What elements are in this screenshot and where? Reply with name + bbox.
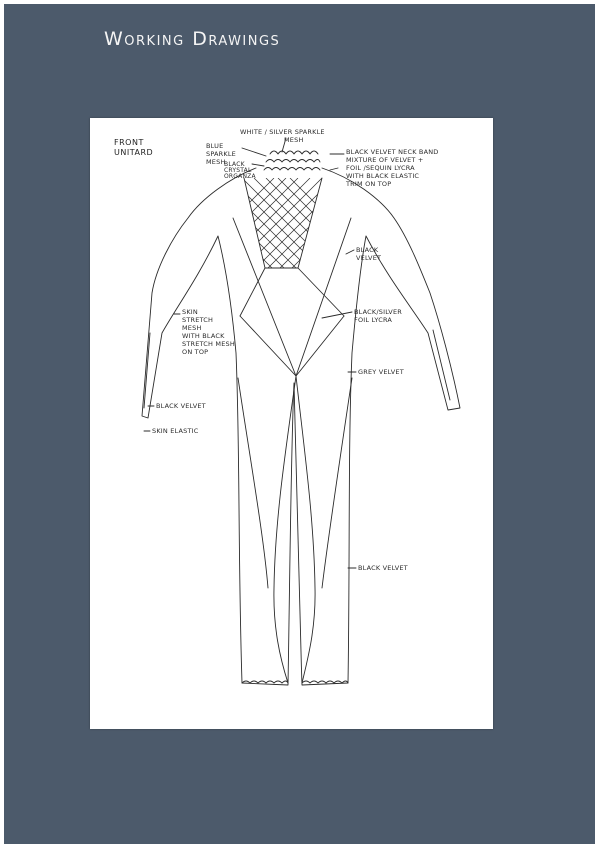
annotation-neck-band <box>346 148 439 188</box>
view-label-line: FRONT <box>114 138 144 147</box>
bodice-diagonal <box>296 218 351 376</box>
annotation-line: BLACK <box>224 161 245 168</box>
annotation-black-velvet-cuff <box>156 402 206 410</box>
annotation-line: WHITE / SILVER SPARKLE <box>240 128 325 136</box>
annotation-line: GREY VELVET <box>358 368 404 376</box>
annotation-line: BLACK/SILVER <box>354 308 402 316</box>
annotation-line: WITH BLACK <box>182 332 225 340</box>
annotation-white-silver-mesh <box>240 128 325 144</box>
annotation-skin-stretch-mesh <box>182 308 235 356</box>
annotation-line: STRETCH <box>182 316 214 324</box>
annotation-line: CRYSTAL <box>224 167 252 174</box>
leg-panel-line <box>296 376 315 683</box>
bodice-diagonal <box>298 268 344 316</box>
annotation-line: BLACK <box>356 246 379 254</box>
drawing-sheet <box>90 118 493 729</box>
annotation-line: BLACK VELVET <box>358 564 408 572</box>
page-title: Working Drawings <box>104 28 281 50</box>
annotation-line: VELVET <box>356 254 382 262</box>
annotation-line: MESH <box>182 324 202 332</box>
annotation-black-velvet-leg <box>358 564 408 572</box>
annotation-black-silver-foil <box>354 308 402 324</box>
annotation-line: SKIN <box>182 308 198 316</box>
annotation-black-crystal-organza <box>224 162 256 180</box>
leader-line <box>330 168 338 170</box>
annotation-grey-velvet <box>358 368 404 376</box>
annotation-skin-elastic <box>152 427 199 435</box>
bodice-diagonal <box>233 218 296 376</box>
annotation-line: MESH <box>206 158 226 166</box>
sleeve-cuff-line <box>144 333 150 408</box>
annotation-line: ON TOP <box>182 348 209 356</box>
leader-line <box>322 312 352 318</box>
annotation-line: BLACK VELVET NECK BAND <box>346 148 439 156</box>
annotation-black-velvet-shoulder <box>356 246 381 262</box>
leader-line <box>346 250 354 254</box>
view-label-line: UNITARD <box>114 148 154 157</box>
unitard-front-drawing <box>90 118 493 729</box>
annotation-line: FOIL /SEQUIN LYCRA <box>346 164 415 172</box>
view-label <box>114 138 153 158</box>
neck-ruffle <box>264 168 320 171</box>
leg-panel-line <box>238 378 268 588</box>
sleeve-cuff-line <box>433 330 450 400</box>
leader-line <box>242 148 266 156</box>
annotation-line: SKIN ELASTIC <box>152 427 199 435</box>
neck-ruffle <box>270 151 318 154</box>
bodice-diagonal <box>240 268 265 316</box>
annotation-line: SPARKLE <box>206 150 236 158</box>
annotation-line: BLUE <box>206 142 224 150</box>
annotation-line: STRETCH MESH <box>182 340 235 348</box>
ankle-trim <box>302 681 348 683</box>
annotation-line: BLACK VELVET <box>156 402 206 410</box>
leg-panel-line <box>322 378 352 588</box>
annotation-line: MIXTURE OF VELVET + <box>346 156 424 164</box>
annotation-line: FOIL LYCRA <box>354 316 393 324</box>
neck-ruffle <box>266 160 320 163</box>
ankle-trim <box>242 681 288 683</box>
annotation-line: MESH <box>284 136 304 144</box>
annotation-line: WITH BLACK ELASTIC <box>346 172 420 180</box>
annotation-line: TRIM ON TOP <box>346 180 392 188</box>
annotation-line: ORGANZA <box>224 173 256 180</box>
